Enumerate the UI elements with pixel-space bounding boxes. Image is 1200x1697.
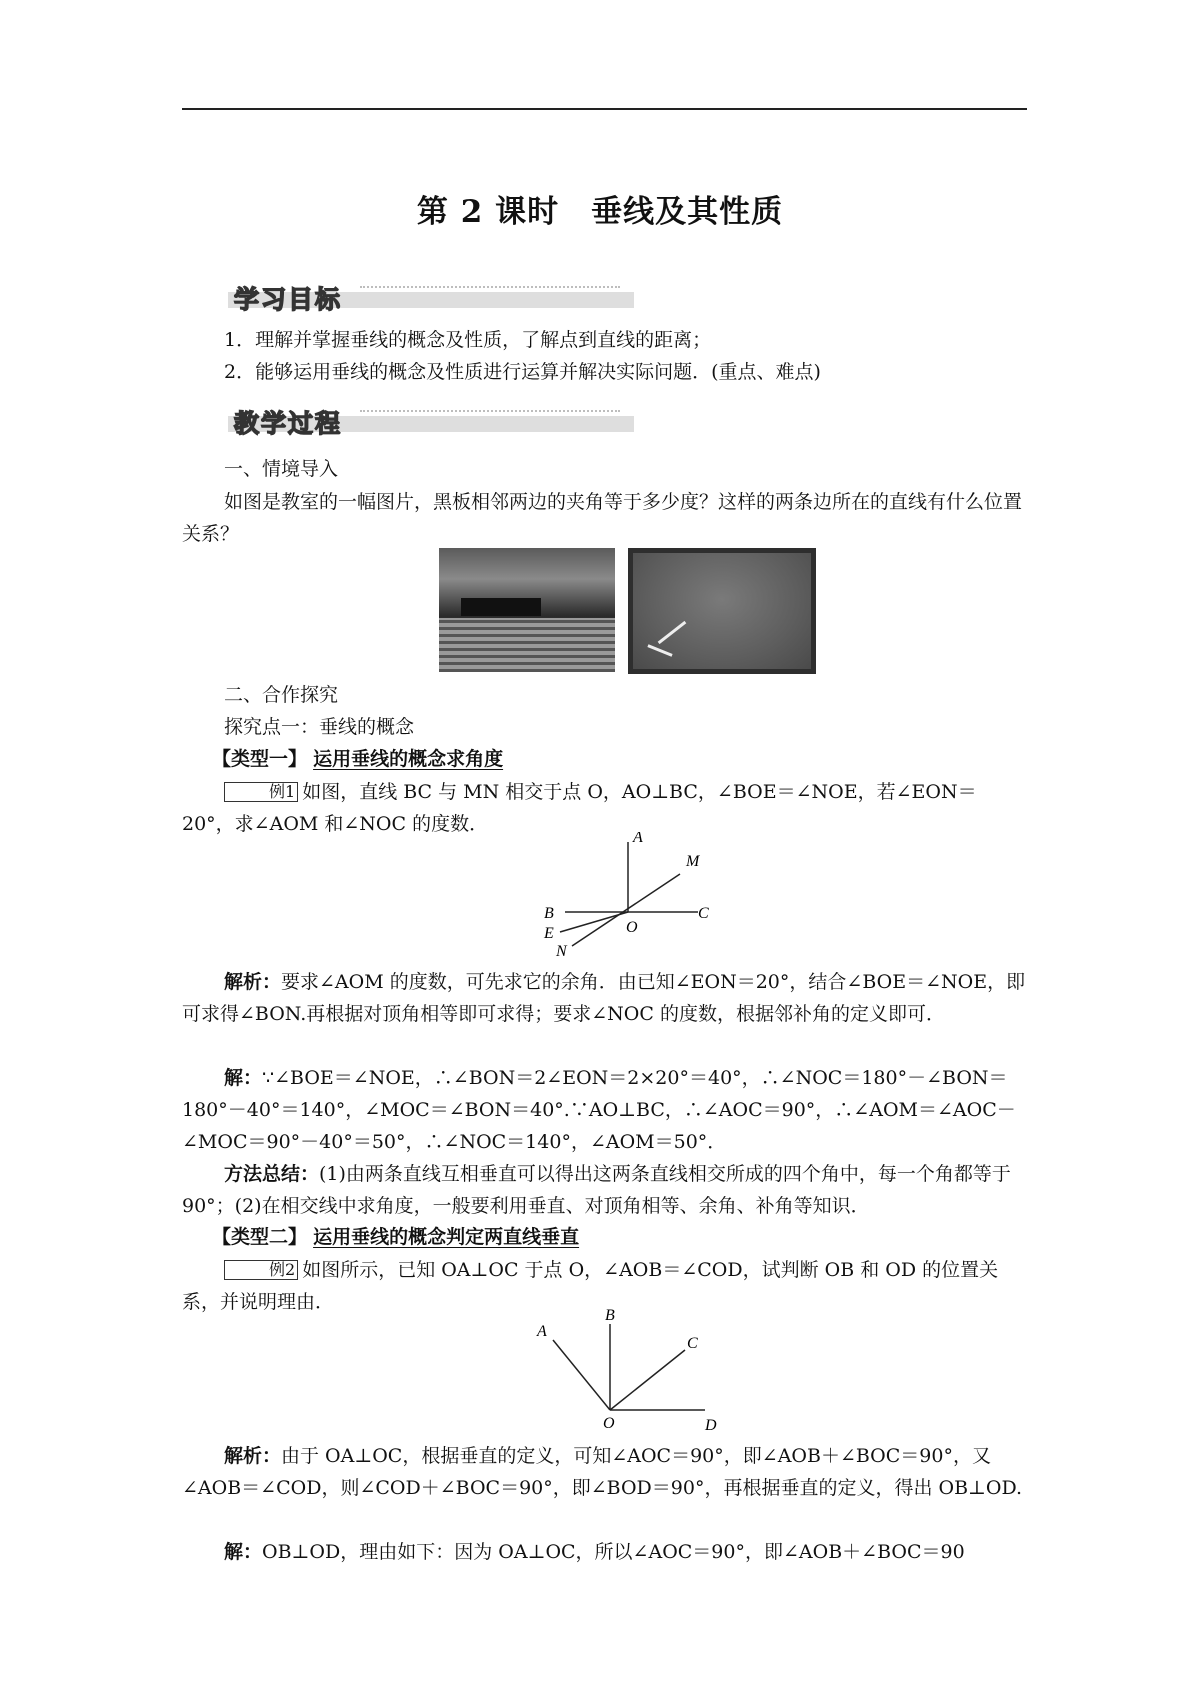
label-O: O <box>603 1415 615 1432</box>
label-B: B <box>605 1307 615 1324</box>
ray-OE <box>560 912 628 932</box>
label-E: E <box>544 925 554 942</box>
section-label: 教学过程 <box>234 409 343 438</box>
part1-heading: 一、情境导入 <box>224 458 339 480</box>
ex2-text: 如图所示，已知 OA⊥OC 于点 O，∠AOB＝∠COD，试判断 OB 和 OD 的位置关系，并说明理由． <box>182 1259 999 1313</box>
classroom-photo <box>439 548 615 672</box>
section-header-process <box>228 404 634 438</box>
label-C: C <box>698 905 709 922</box>
explore-point-1: 探究点一：垂线的概念 <box>224 716 415 738</box>
section-header-goals <box>228 280 634 314</box>
goal-2: 2．能够运用垂线的概念及性质进行运算并解决实际问题．(重点、难点) <box>224 361 821 383</box>
label-M: M <box>686 853 700 870</box>
analysis-text: 由于 OA⊥OC，根据垂直的定义，可知∠AOC＝90°，即∠AOB＋∠BOC＝90°，又∠AOB＝∠COD，则∠COD＋∠BOC＝90°，即∠BOD＝90°，再根据垂直的定义，得出 OB⊥OD. <box>182 1445 1023 1499</box>
summary-label: 方法总结： <box>224 1163 320 1185</box>
summary-text: (1)由两条直线互相垂直可以得出这两条直线相交所成的四个角中，每一个角都等于 90°；(2)在相交线中求角度，一般要利用垂直、对顶角相等、余角、补角等知识． <box>182 1163 1011 1217</box>
part2-heading: 二、合作探究 <box>224 684 339 706</box>
type2-line <box>212 1222 579 1249</box>
label-O: O <box>626 919 638 936</box>
label-D: D <box>705 1417 717 1434</box>
ex2-solution <box>182 1536 1027 1568</box>
chalk-mark <box>647 644 672 657</box>
solution-label: 解： <box>224 1541 263 1563</box>
section-dots <box>360 286 620 288</box>
solution-text: OB⊥OD，理由如下：因为 OA⊥OC，所以∠AOC＝90°，即∠AOB＋∠BOC＝90 <box>262 1541 965 1563</box>
goal-1: 1．理解并掌握垂线的概念及性质，了解点到直线的距离； <box>224 329 712 351</box>
ex1-summary <box>182 1158 1027 1222</box>
blackboard-photo <box>628 548 816 674</box>
label-A: A <box>633 832 643 846</box>
solution-label: 解： <box>224 1067 263 1089</box>
ray-OA <box>553 1340 610 1410</box>
ex1-analysis <box>182 966 1027 1030</box>
blackboard-in-classroom <box>461 598 541 616</box>
chalk-mark <box>658 621 687 644</box>
blackboard-surface <box>633 553 811 669</box>
solution-text: ∵∠BOE＝∠NOE，∴∠BON＝2∠EON＝2×20°＝40°，∴∠NOC＝180°－∠BON＝180°－40°＝140°，∠MOC＝∠BON＝40°.∵AO⊥BC，∴∠AOC＝90°，∴∠AOM＝∠AOC－∠MOC＝90°－40°＝50°，∴∠NOC＝140°，∠AOM＝50°． <box>182 1067 1016 1153</box>
ex1-figure <box>530 832 740 962</box>
label-A: A <box>537 1323 547 1340</box>
section-dots <box>360 410 620 412</box>
type1-tag: 【类型一】 <box>212 748 308 770</box>
page-title: 第 2 课时 垂线及其性质 <box>416 194 784 230</box>
ray-OC <box>610 1350 685 1410</box>
ex2-analysis <box>182 1440 1027 1504</box>
desk-rows <box>439 618 615 672</box>
label-N: N <box>556 943 567 960</box>
example-badge: 例2 <box>224 1260 298 1280</box>
type1-title: 运用垂线的概念求角度 <box>313 748 504 770</box>
type2-title: 运用垂线的概念判定两直线垂直 <box>313 1226 580 1248</box>
part1-text: 如图是教室的一幅图片，黑板相邻两边的夹角等于多少度？这样的两条边所在的直线有什么位置关系？ <box>182 491 1023 545</box>
ex2-figure <box>525 1306 735 1436</box>
example-badge: 例1 <box>224 782 298 802</box>
analysis-label: 解析： <box>224 1445 282 1467</box>
ex1-text: 如图，直线 BC 与 MN 相交于点 O，AO⊥BC，∠BOE＝∠NOE，若∠EON＝20°，求∠AOM 和∠NOC 的度数． <box>182 781 977 835</box>
label-C: C <box>687 1335 698 1352</box>
ex1-solution <box>182 1062 1027 1158</box>
label-B: B <box>544 905 554 922</box>
ex1-question <box>182 776 1027 840</box>
analysis-label: 解析： <box>224 971 282 993</box>
type1-line <box>212 744 503 771</box>
top-rule <box>182 108 1027 110</box>
type2-tag: 【类型二】 <box>212 1226 308 1248</box>
analysis-text: 要求∠AOM 的度数，可先求它的余角．由已知∠EON＝20°，结合∠BOE＝∠NOE，即可求得∠BON.再根据对顶角相等即可求得；要求∠NOC 的度数，根据邻补角的定义即可． <box>182 971 1026 1025</box>
section-label: 学习目标 <box>234 285 343 314</box>
